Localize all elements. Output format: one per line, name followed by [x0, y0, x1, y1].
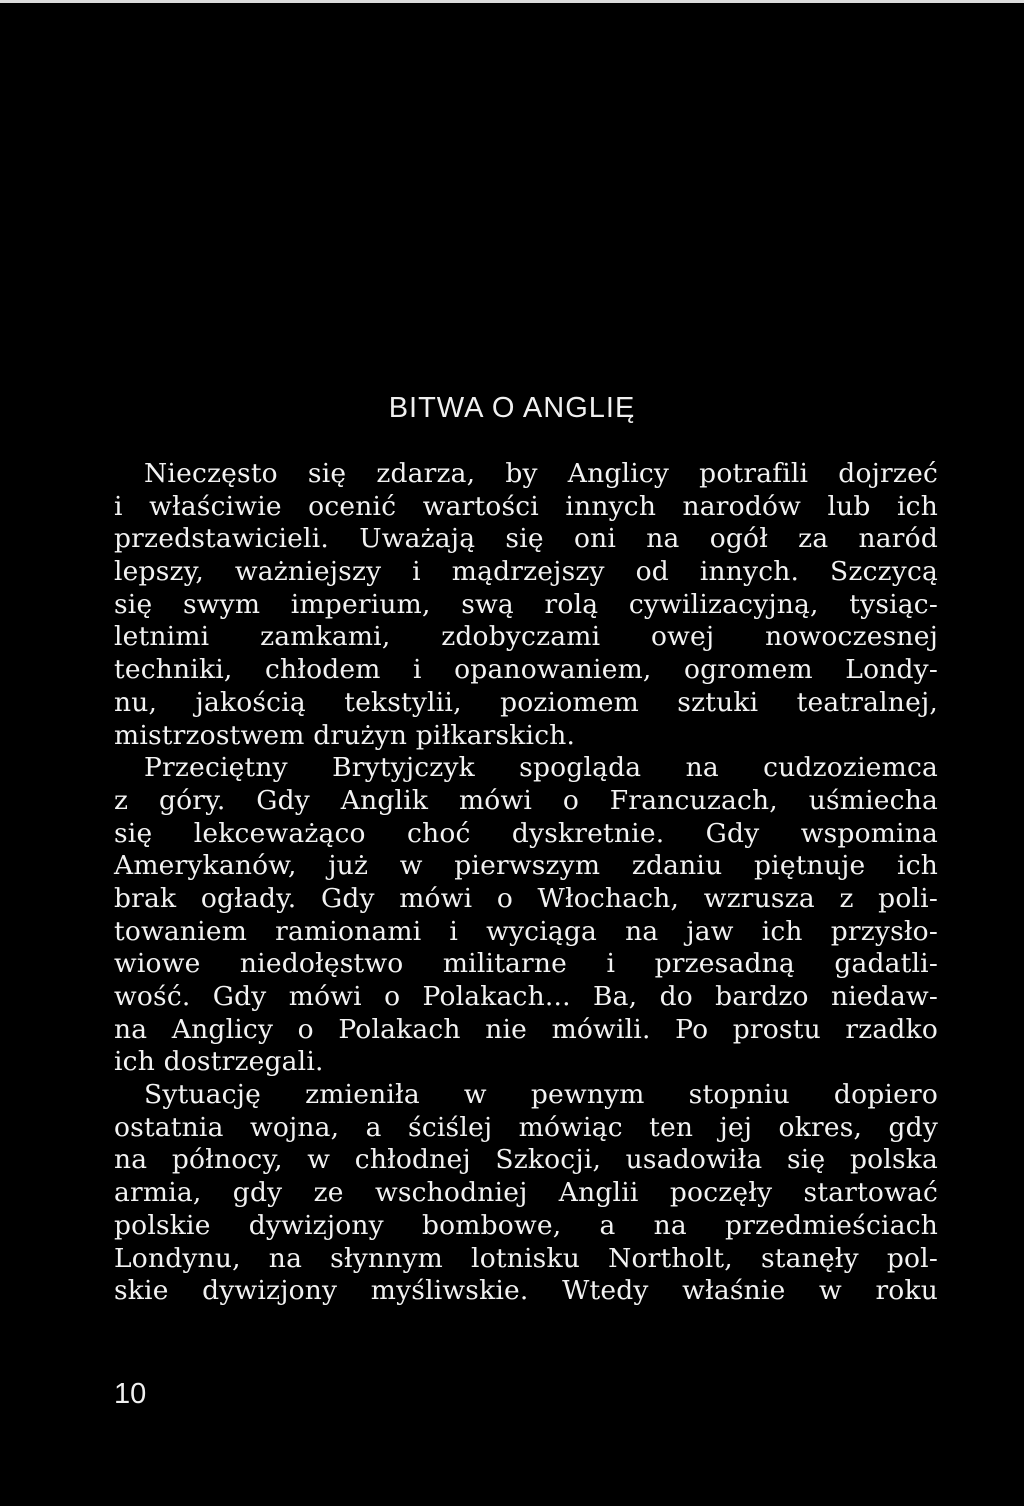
text-line: Londynu, na słynnym lotnisku Northolt, stanęły pol- — [114, 1242, 938, 1274]
text-line: polskie dywizjony bombowe, a na przedmieściach — [114, 1209, 938, 1241]
text-line: skie dywizjony myśliwskie. Wtedy właśnie w roku — [114, 1275, 938, 1307]
text-line: Sytuację zmieniła w pewnym stopniu dopiero — [144, 1079, 938, 1111]
text-line: Przeciętny Brytyjczyk spogląda na cudzoziemca — [144, 752, 938, 784]
text-line: na Anglicy o Polakach nie mówili. Po prostu rzadko — [114, 1013, 938, 1045]
text-line: się lekceważąco choć dyskretnie. Gdy wspomina — [114, 817, 938, 849]
page-number: 10 — [114, 1378, 147, 1410]
text-line: ich dostrzegali. — [114, 1046, 324, 1078]
chapter-title: BITWA O ANGLIĘ — [388, 392, 636, 424]
text-line: lepszy, ważniejszy i mądrzejszy od innych. Szczycą — [114, 556, 938, 588]
text-line: armia, gdy ze wschodniej Anglii poczęły startować — [114, 1177, 938, 1209]
text-line: na północy, w chłodnej Szkocji, usadowiła się polska — [114, 1144, 938, 1176]
text-line: letnimi zamkami, zdobyczami owej nowoczesnej — [114, 621, 938, 653]
text-line: Nieczęsto się zdarza, by Anglicy potrafili dojrzeć — [144, 458, 938, 489]
text-line: techniki, chłodem i opanowaniem, ogromem Londy- — [114, 654, 938, 686]
text-line: wość. Gdy mówi o Polakach... Ba, do bardzo niedaw- — [114, 981, 938, 1012]
text-line: z góry. Gdy Anglik mówi o Francuzach, uśmiecha — [114, 784, 938, 816]
text-line: ostatnia wojna, a ściślej mówiąc ten jej okres, gdy — [114, 1111, 938, 1143]
body-text — [114, 458, 938, 1308]
text-line: i właściwie ocenić wartości innych narodów lub ich — [114, 490, 938, 522]
text-line: przedstawicieli. Uważają się oni na ogół za naród — [114, 523, 938, 555]
text-line: mistrzostwem drużyn piłkarskich. — [114, 719, 576, 751]
text-line: Amerykanów, już w pierwszym zdaniu piętnuje ich — [114, 850, 938, 882]
text-line: towaniem ramionami i wyciąga na jaw ich przysło- — [114, 915, 938, 947]
text-line: się swym imperium, swą rolą cywilizacyjną, tysiąc- — [114, 588, 938, 620]
text-line: wiowe niedołęstwo militarne i przesadną gadatli- — [114, 948, 938, 980]
text-line: nu, jakością tekstylii, poziomem sztuki teatralnej, — [114, 686, 938, 718]
top-edge-rule — [0, 0, 1024, 3]
text-line: brak ogłady. Gdy mówi o Włochach, wzrusza z poli- — [114, 882, 938, 914]
